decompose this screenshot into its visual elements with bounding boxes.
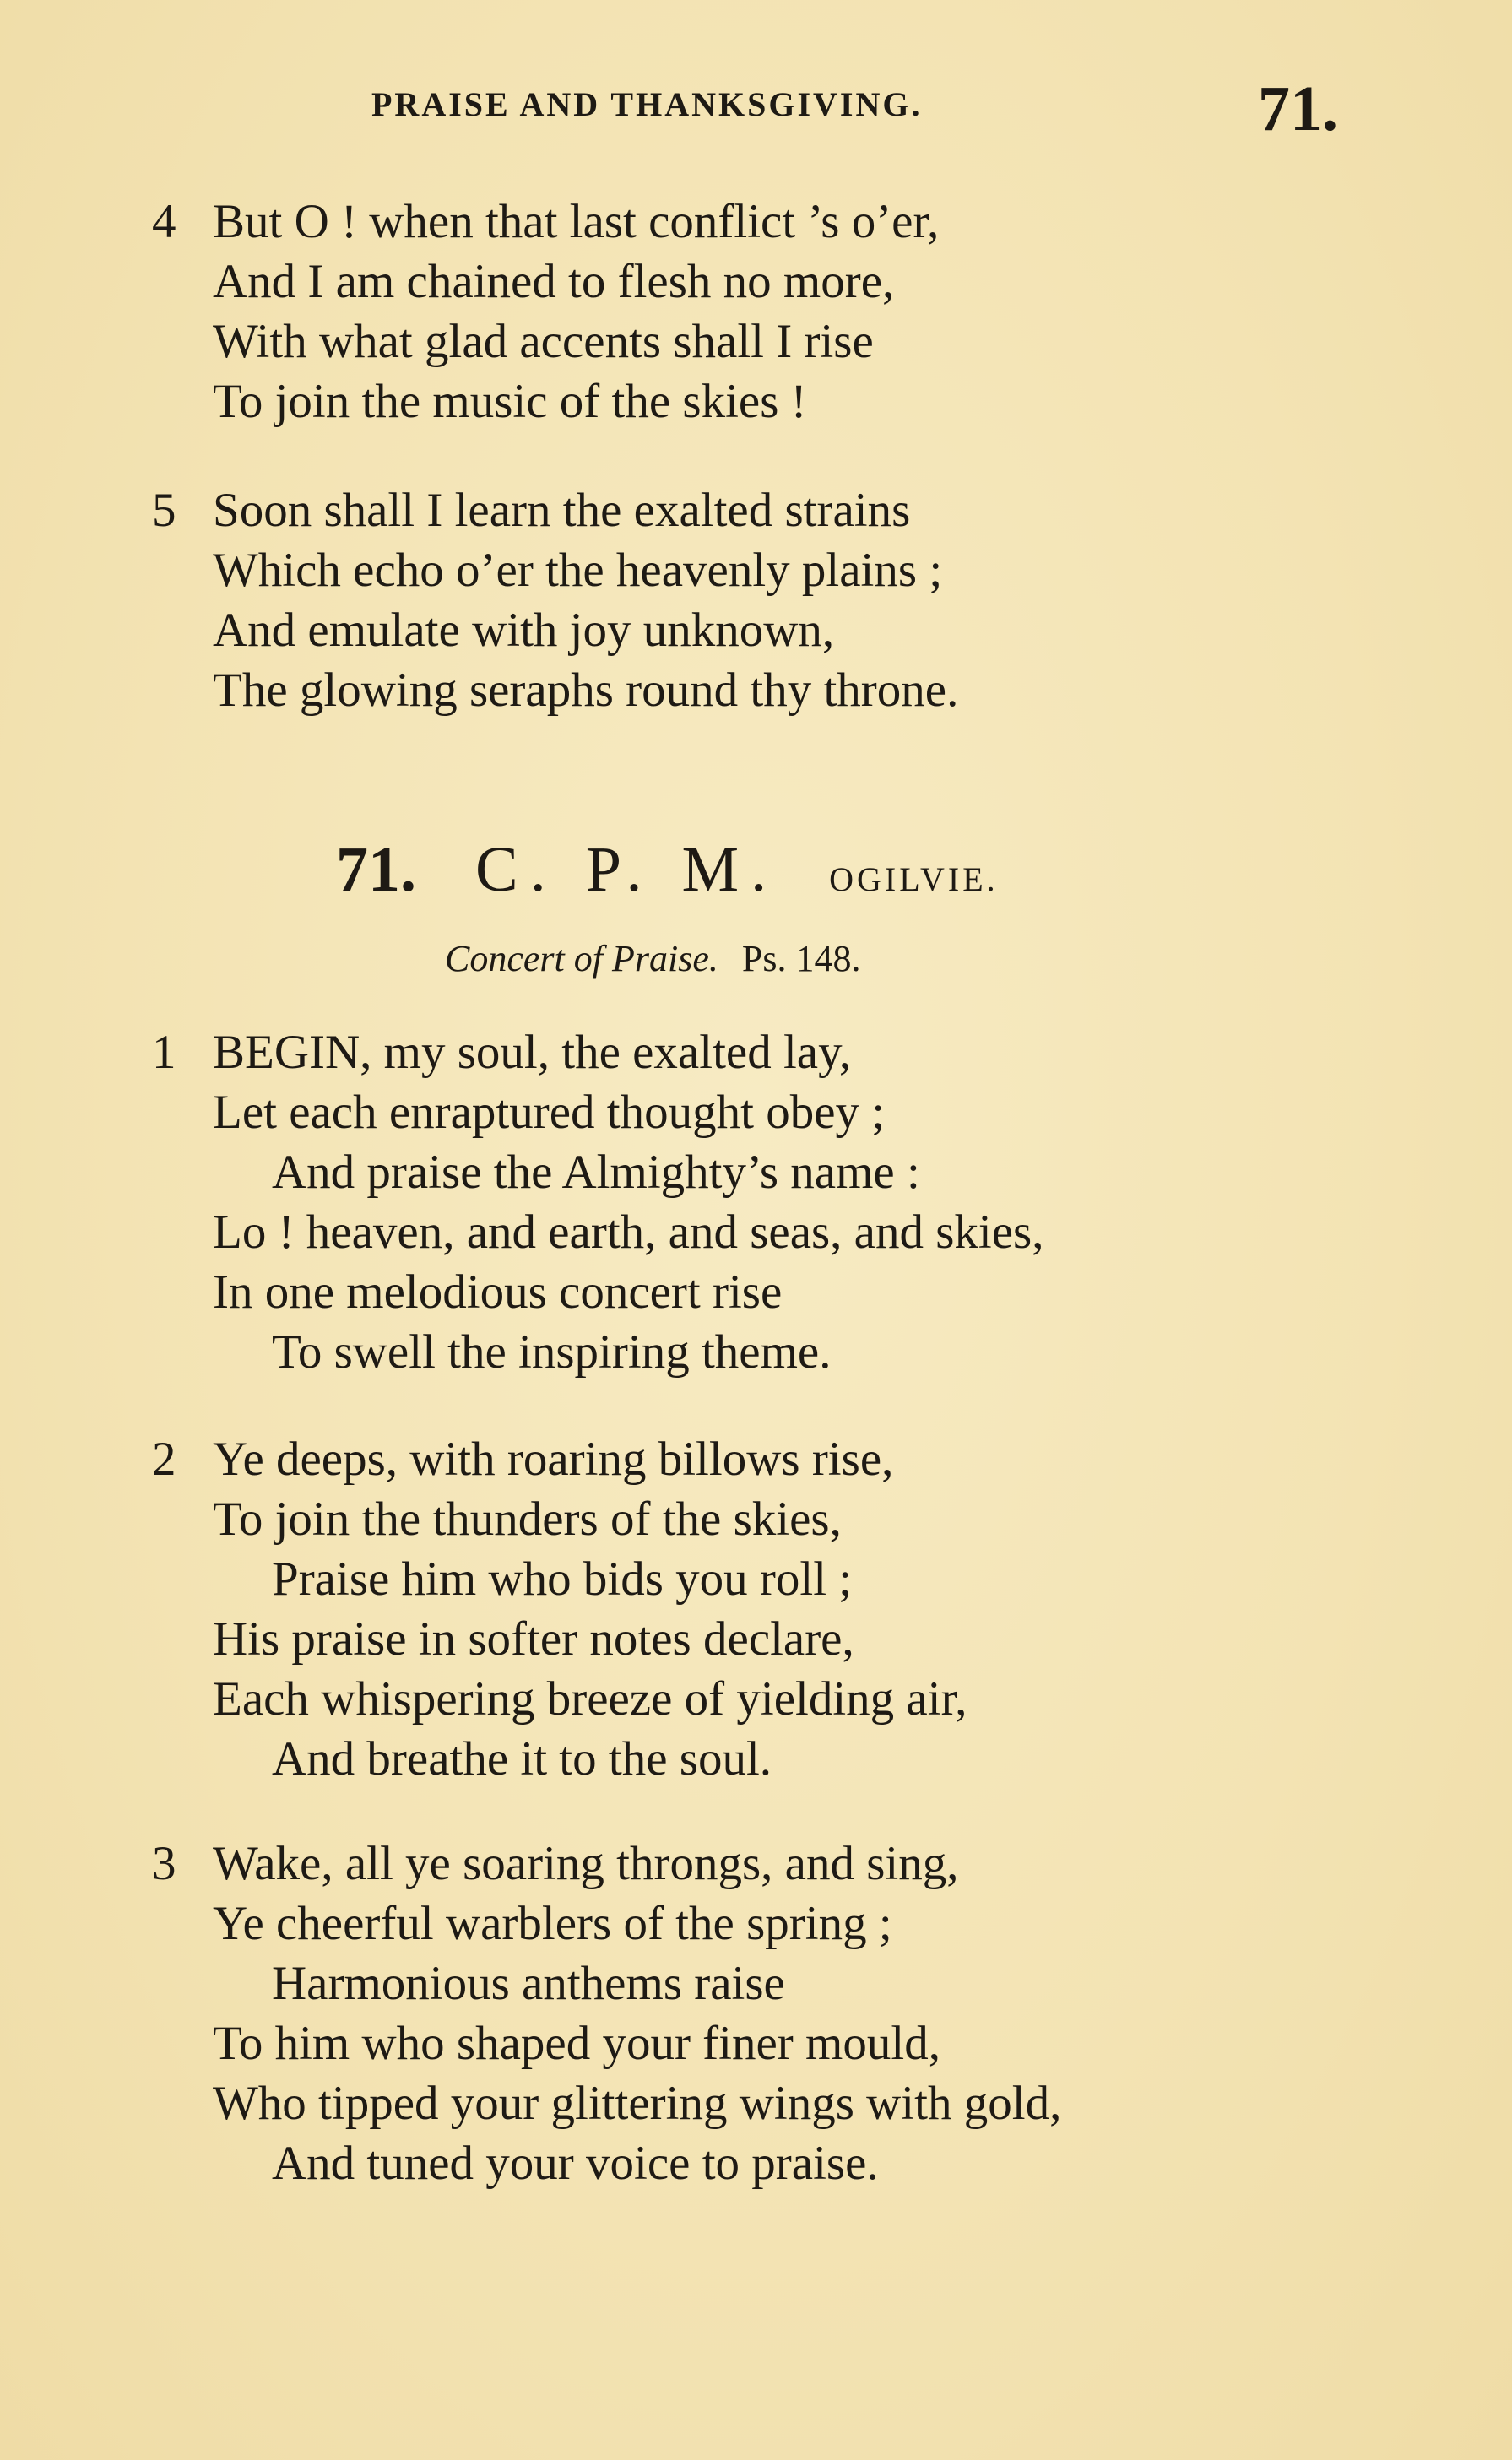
stanza-line-text: In one melodious concert rise — [213, 1265, 783, 1319]
stanza-number: 1 — [152, 1026, 176, 1079]
stanza-number: 3 — [152, 1837, 176, 1890]
stanza-line-text: Which echo o’er the heavenly plains ; — [213, 544, 943, 597]
stanza-number: 4 — [152, 195, 176, 248]
page-number: 71. — [1258, 73, 1338, 144]
stanza-line-text: BEGIN, my soul, the exalted lay, — [213, 1026, 852, 1079]
stanza-line-text: Soon shall I learn the exalted strains — [213, 484, 911, 537]
stanza-line-text: To him who shaped your finer mould, — [213, 2017, 940, 2070]
stanza-line-text: And breathe it to the soul. — [272, 1732, 772, 1785]
stanza-line-text: Ye deeps, with roaring billows rise, — [213, 1433, 894, 1486]
stanza-line-text: And emulate with joy unknown, — [213, 604, 835, 657]
stanza-line-text: Harmonious anthems raise — [272, 1957, 785, 2010]
stanza-line-text: Praise him who bids you roll ; — [272, 1552, 853, 1606]
hymn-header — [336, 832, 999, 908]
stanza-line-text: Wake, all ye soaring throngs, and sing, — [213, 1837, 959, 1890]
hymn-number: 71. — [336, 834, 416, 905]
stanza-line-text: To join the thunders of the skies, — [213, 1493, 842, 1546]
hymn-tune: OGILVIE. — [829, 860, 999, 898]
stanza-line-text: And tuned your voice to praise. — [272, 2137, 879, 2190]
stanza-line-text: But O ! when that last conflict ’s o’er, — [213, 195, 940, 248]
stanza-line-text: Each whispering breeze of yielding air, — [213, 1672, 967, 1726]
running-head: PRAISE AND THANKSGIVING. — [371, 85, 923, 123]
stanza-line-text: The glowing seraphs round thy throne. — [213, 664, 959, 717]
hymn-meter: C. P. M. — [475, 834, 779, 905]
stanza-line-text: And praise the Almighty’s name : — [272, 1146, 920, 1199]
stanza-line-text: Lo ! heaven, and earth, and seas, and skies, — [213, 1206, 1044, 1259]
stanza-line-text: To swell the inspiring theme. — [272, 1325, 832, 1379]
hymn-psalm-reference: Ps. 148. — [741, 938, 861, 979]
stanza-line-text: Let each enraptured thought obey ; — [213, 1086, 886, 1139]
hymn-subtitle — [445, 937, 860, 980]
stanza-line-text: And I am chained to flesh no more, — [213, 255, 895, 308]
stanza-line-text: Who tipped your glittering wings with gold, — [213, 2077, 1062, 2130]
stanza-line-text: With what glad accents shall I rise — [213, 315, 874, 368]
stanza-number: 5 — [152, 484, 176, 537]
stanza-line-text: His praise in softer notes declare, — [213, 1612, 854, 1666]
stanza-number: 2 — [152, 1433, 176, 1486]
hymn-theme: Concert of Praise. — [445, 938, 718, 979]
stanza-line-text: Ye cheerful warblers of the spring ; — [213, 1897, 892, 1950]
stanza-line-text: To join the music of the skies ! — [213, 375, 807, 428]
